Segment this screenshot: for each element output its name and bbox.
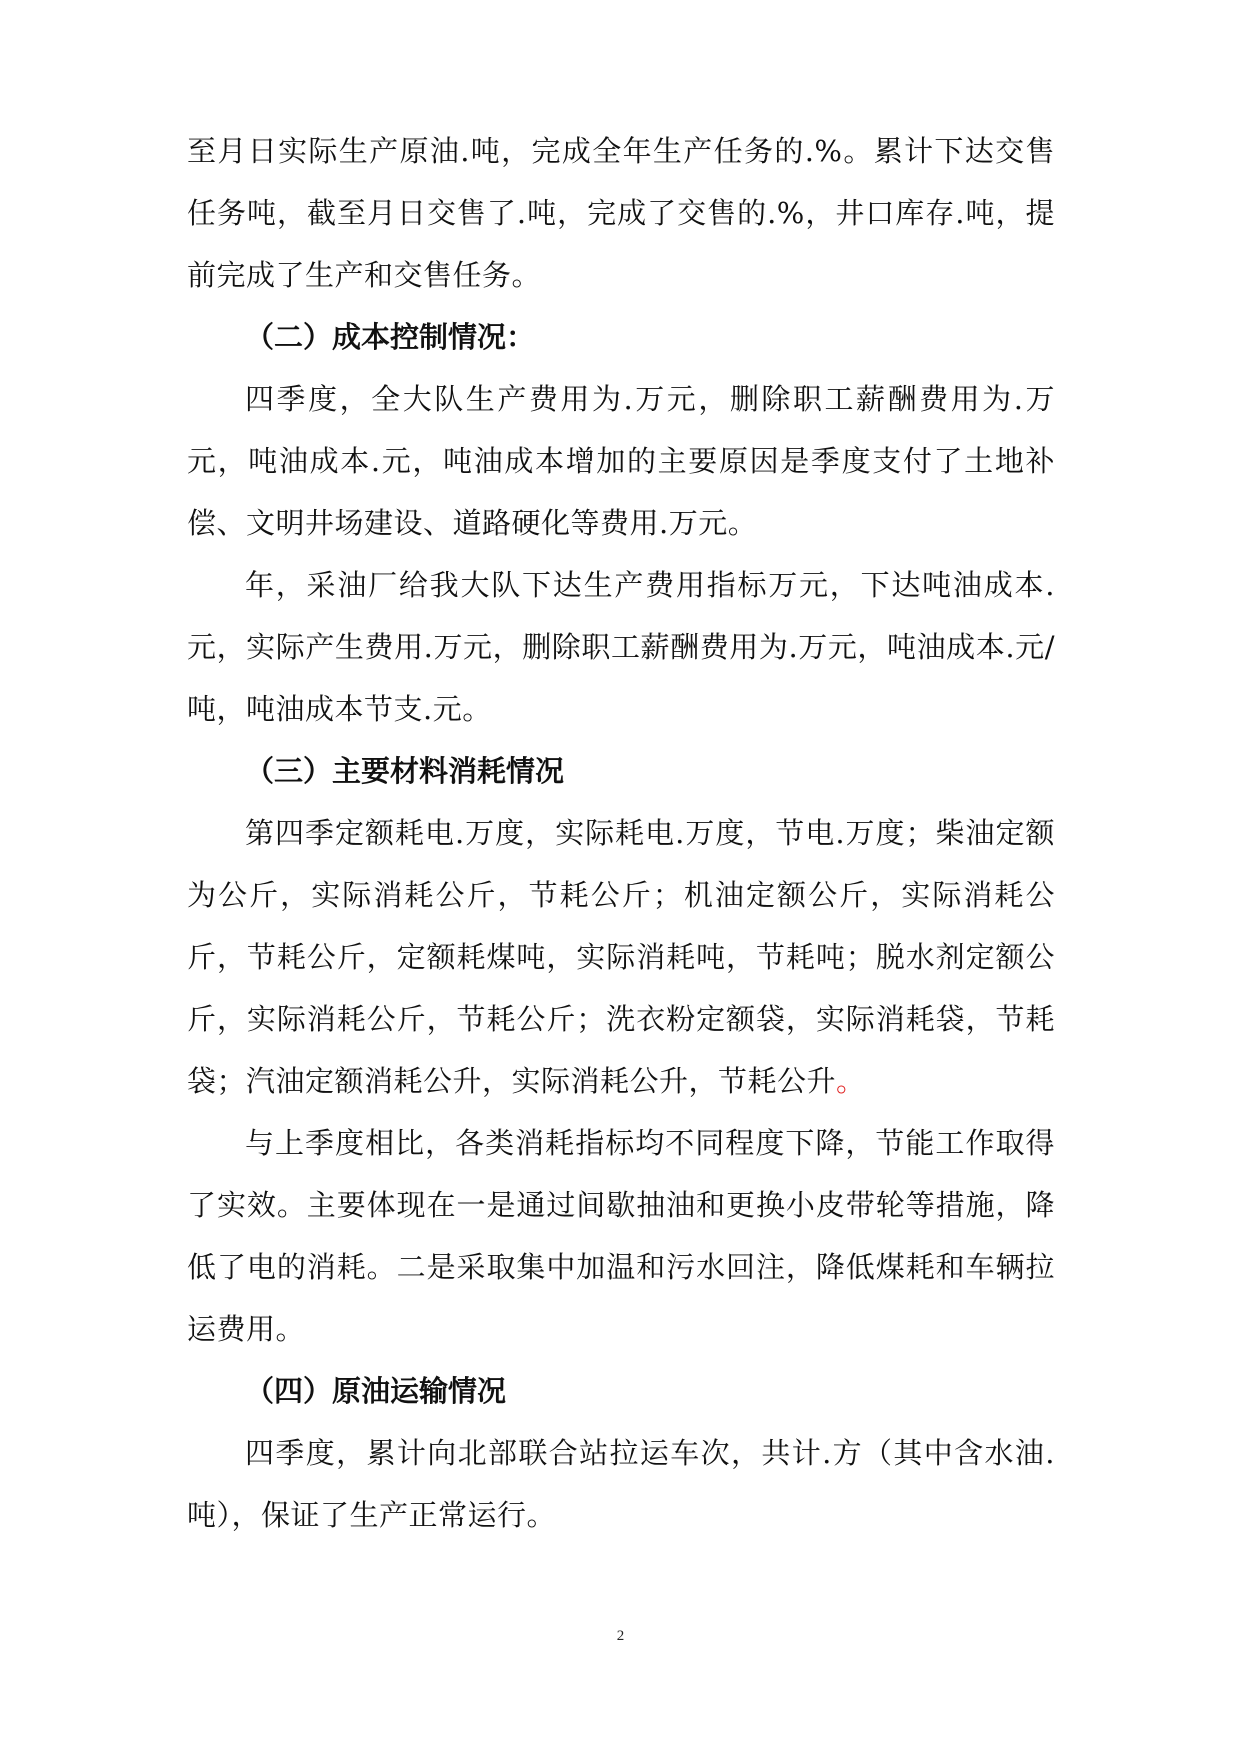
paragraph-production-summary: 至月日实际生产原油.吨，完成全年生产任务的.%。累计下达交售任务吨，截至月日交售了.吨，完成了交售的.%，井口库存.吨，提前完成了生产和交售任务。 bbox=[187, 134, 1055, 292]
paragraph-q4-cost: 四季度，全大队生产费用为.万元，删除职工薪酬费用为.万元，吨油成本.元，吨油成本增加的主要原因是季度支付了土地补偿、文明井场建设、道路硬化等费用.万元。 bbox=[187, 382, 1055, 540]
paragraph-material-quota bbox=[187, 802, 1055, 1112]
paragraph-transport: 四季度，累计向北部联合站拉运车次，共计.方（其中含水油.吨），保证了生产正常运行。 bbox=[187, 1436, 1055, 1532]
red-period-mark: 。 bbox=[836, 1064, 866, 1098]
paragraph-annual-cost: 年，采油厂给我大队下达生产费用指标万元，下达吨油成本.元，实际产生费用.万元，删除职工薪酬费用为.万元，吨油成本.元/吨，吨油成本节支.元。 bbox=[187, 568, 1055, 726]
page-number: 2 bbox=[616, 1628, 625, 1644]
section-heading-crude-transport: （四）原油运输情况 bbox=[245, 1374, 507, 1408]
document-body bbox=[187, 120, 1055, 1546]
section-heading-cost-control: （二）成本控制情况： bbox=[245, 320, 536, 354]
section-heading-material-consumption: （三）主要材料消耗情况 bbox=[245, 754, 565, 788]
paragraph-material-quota-text: 第四季定额耗电.万度，实际耗电.万度，节电.万度；柴油定额为公斤，实际消耗公斤，节耗公斤；机油定额公斤，实际消耗公斤，节耗公斤，定额耗煤吨，实际消耗吨，节耗吨；脱水剂定额公斤，实际消耗公斤，节耗公斤；洗衣粉定额袋，实际消耗袋，节耗袋；汽油定额消耗公升，实际消耗公升，节耗公升 bbox=[187, 816, 1055, 1098]
paragraph-energy-saving: 与上季度相比，各类消耗指标均不同程度下降，节能工作取得了实效。主要体现在一是通过间歇抽油和更换小皮带轮等措施，降低了电的消耗。二是采取集中加温和污水回注，降低煤耗和车辆拉运费用。 bbox=[187, 1126, 1055, 1346]
